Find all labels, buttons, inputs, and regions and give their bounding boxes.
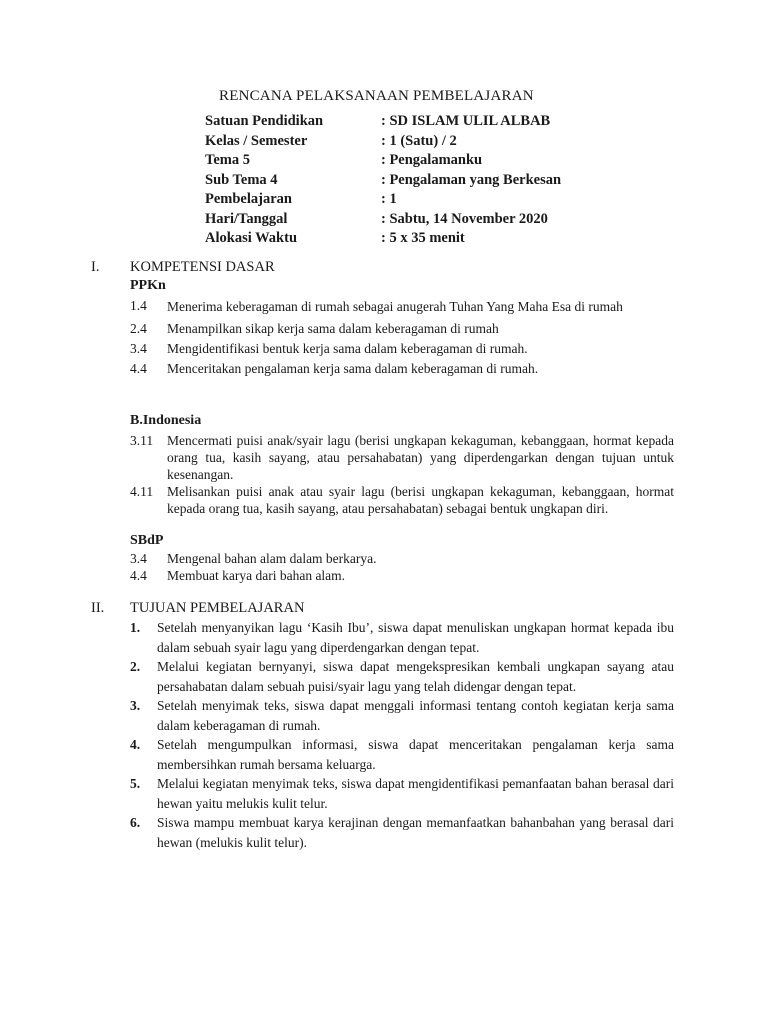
goal-item [130, 774, 674, 813]
info-label: Satuan Pendidikan [205, 113, 324, 129]
goal-number: 5. [130, 776, 141, 791]
goal-item [130, 657, 674, 696]
info-label: Alokasi Waktu [205, 230, 298, 246]
kd-text: Mengidentifikasi bentuk kerja sama dalam keberagaman di rumah. [167, 341, 528, 356]
section-title: KOMPETENSI DASAR [130, 259, 275, 275]
subject-heading-bindonesia: B.Indonesia [130, 413, 202, 428]
goal-item [130, 735, 674, 774]
goal-list [130, 618, 674, 852]
kd-list-sbdp [130, 550, 674, 584]
section-number: I. [91, 259, 100, 275]
info-row [205, 210, 625, 230]
goal-text: Melalui kegiatan bernyanyi, siswa dapat mengekspresikan kembali ungkapan sayang atau persahabatan dalam sebuah puisi/syair lagu yang telah didengar dengan tepat. [157, 659, 674, 694]
kd-item [130, 320, 674, 337]
kd-text: Menampilkan sikap kerja sama dalam keberagaman di rumah [167, 321, 499, 336]
goal-text: Setelah menyimak teks, siswa dapat menggali informasi tentang contoh kegiatan kerja sama dalam keberagaman di rumah. [157, 698, 674, 733]
goal-text: Melalui kegiatan menyimak teks, siswa dapat mengidentifikasi pemanfaatan bahan berasal dari hewan yaitu melukis kulit telur. [157, 776, 674, 811]
kd-item [130, 432, 674, 483]
info-row [205, 132, 625, 152]
section-title: TUJUAN PEMBELAJARAN [130, 600, 305, 616]
kd-list-bindonesia [130, 432, 674, 517]
kd-text: Menerima keberagaman di rumah sebagai anugerah Tuhan Yang Maha Esa di rumah [167, 299, 623, 314]
kd-number: 1.4 [130, 298, 147, 313]
kd-number: 4.4 [130, 361, 147, 376]
info-value: : 1 [381, 191, 397, 207]
info-label: Kelas / Semester [205, 132, 308, 149]
goal-number: 2. [130, 659, 141, 674]
subject-heading-sbdp: SBdP [130, 533, 164, 548]
kd-text: Mencermati puisi anak/syair lagu (berisi ungkapan kekaguman, kebanggaan, hormat kepada orang tua, kasih sayang, atau persahabatan) yang diperdengarkan dengan tujuan untuk kesenangan. [167, 433, 674, 482]
info-value: : Sabtu, 14 November 2020 [381, 210, 548, 227]
info-row [205, 229, 625, 249]
goal-number: 1. [130, 620, 141, 635]
info-value: : Pengalamanku [381, 152, 483, 168]
kd-text: Melisankan puisi anak atau syair lagu (berisi ungkapan kekaguman, kebanggaan, hormat kepada orang tua, kasih sayang, atau persahabatan) sebagai bentuk ungkapan diri. [167, 484, 674, 516]
kd-text: Menceritakan pengalaman kerja sama dalam keberagaman di rumah. [167, 361, 539, 376]
info-label: Sub Tema 4 [205, 171, 278, 188]
kd-text: Mengenal bahan alam dalam berkarya. [167, 551, 377, 566]
kd-item [130, 483, 674, 517]
info-row [205, 112, 625, 132]
goal-text: Setelah mengumpulkan informasi, siswa dapat menceritakan pengalaman kerja sama membersihkan rumah bersama keluarga. [157, 737, 674, 772]
info-row [205, 190, 625, 210]
kd-number: 3.4 [130, 551, 147, 566]
kd-item [130, 360, 674, 377]
goal-number: 4. [130, 737, 141, 752]
goal-text: Siswa mampu membuat karya kerajinan dengan memanfaatkan bahanbahan yang berasal dari hewan (melukis kulit telur). [157, 815, 674, 850]
document-title: RENCANA PELAKSANAAN PEMBELAJARAN [219, 88, 534, 104]
section-number: II. [91, 600, 105, 616]
subject-heading-ppkn: PPKn [130, 278, 166, 293]
info-label: Tema 5 [205, 152, 250, 168]
kd-number: 2.4 [130, 321, 147, 336]
goal-text: Setelah menyanyikan lagu ‘Kasih Ibu’, siswa dapat menuliskan ungkapan hormat kepada ibu dalam sebuah syair lagu yang diperdengarkan dengan tepat. [157, 620, 674, 655]
info-label: Hari/Tanggal [205, 210, 288, 227]
goal-number: 6. [130, 815, 141, 830]
info-label: Pembelajaran [205, 191, 292, 207]
kd-item [130, 567, 674, 584]
section-heading-tujuan [91, 600, 304, 617]
goal-item [130, 696, 674, 735]
kd-number: 3.11 [130, 433, 154, 448]
kd-number: 4.11 [130, 484, 154, 499]
goal-number: 3. [130, 698, 141, 713]
info-row [205, 151, 625, 171]
kd-item [130, 550, 674, 567]
kd-number: 4.4 [130, 568, 147, 583]
kd-item [130, 340, 674, 357]
info-value: : Pengalaman yang Berkesan [381, 171, 562, 188]
info-value: : 1 (Satu) / 2 [381, 132, 457, 149]
goal-item [130, 813, 674, 852]
kd-list-ppkn [130, 297, 674, 377]
kd-text: Membuat karya dari bahan alam. [167, 568, 346, 583]
info-value: : SD ISLAM ULIL ALBAB [381, 113, 551, 129]
kd-number: 3.4 [130, 341, 147, 356]
info-value: : 5 x 35 menit [381, 230, 465, 246]
goal-item [130, 618, 674, 657]
info-table [205, 112, 625, 249]
kd-item [130, 297, 674, 317]
info-row [205, 171, 625, 191]
section-heading-kompetensi [91, 259, 275, 276]
